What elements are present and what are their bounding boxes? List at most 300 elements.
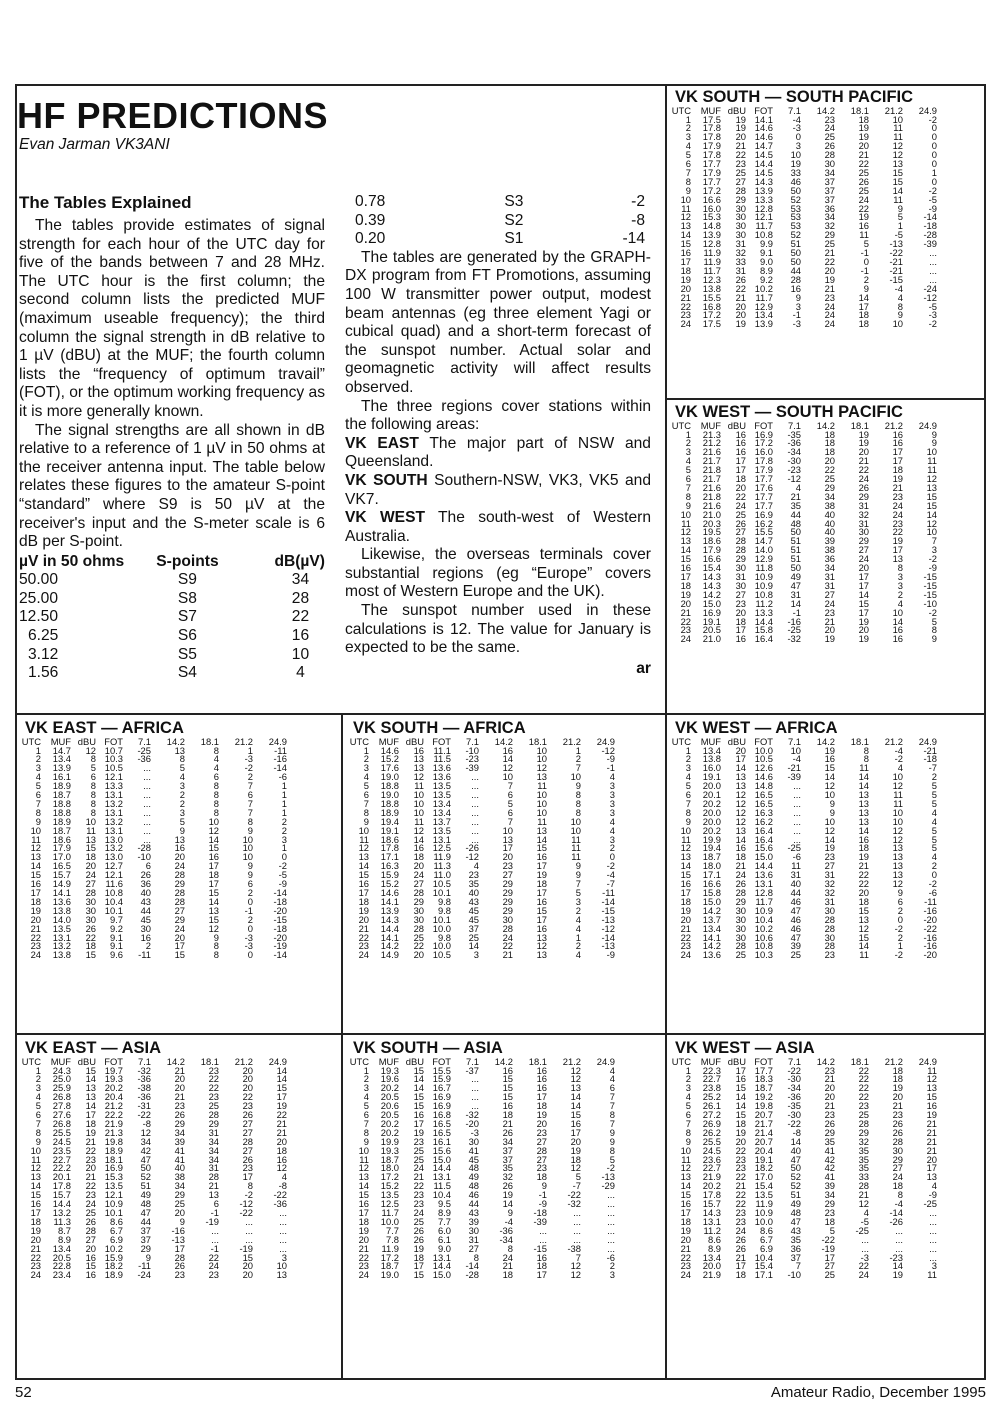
table-cell: 21.3 <box>702 430 721 440</box>
table-cell: 32 <box>858 510 869 520</box>
table-cell: 10 <box>570 773 581 783</box>
table-cell: 21.8 <box>702 492 721 502</box>
table-cell: 12 <box>140 1128 151 1138</box>
table-cell: -2 <box>928 880 937 889</box>
table-cell: 10 <box>892 608 903 618</box>
table-cell: 19 <box>824 746 835 756</box>
table-cell: 13.4 <box>52 755 71 765</box>
table-cell: 23 <box>502 862 513 872</box>
table-cell: -23 <box>889 1253 903 1263</box>
table-cell: 23 <box>824 293 835 303</box>
table-cell: 23.6 <box>702 1155 721 1165</box>
table-row <box>669 764 937 773</box>
table-cell: 10 <box>413 808 424 818</box>
table-cell: 20 <box>413 862 424 872</box>
table-cell: 18 <box>824 439 835 449</box>
table-cell: 18 <box>680 581 691 591</box>
column-header: dBU <box>727 106 746 116</box>
table-cell: ... <box>143 799 151 809</box>
table-cell: 16.0 <box>702 764 721 774</box>
table-cell: 1 <box>281 799 287 809</box>
table-cell: 16 <box>502 1066 513 1076</box>
table-cell: ... <box>793 835 801 845</box>
table-cell: 17 <box>892 448 903 458</box>
table-cell: 21 <box>892 1102 903 1112</box>
table-cell: 24 <box>824 599 835 609</box>
table-cell: ... <box>793 817 801 827</box>
table-cell: 24 <box>824 320 835 330</box>
table-cell: -14 <box>889 1209 903 1218</box>
table-row <box>669 240 937 249</box>
table-cell: -22 <box>273 1191 287 1201</box>
table-cell: 18 <box>536 1173 547 1183</box>
table-cell: 17 <box>680 258 691 267</box>
table-cell: 23 <box>413 1200 424 1209</box>
table-cell: 0 <box>931 142 937 152</box>
table-cell: -2 <box>928 115 937 125</box>
table-cell: 16.4 <box>754 635 773 645</box>
column-header: 14.2 <box>494 1057 513 1067</box>
table-cell: 5 <box>931 791 937 800</box>
table-row <box>347 871 615 880</box>
table-cell: 15 <box>242 1253 253 1263</box>
table-cell: -10 <box>137 853 151 863</box>
table-cell: 4 <box>363 1093 369 1103</box>
table-cell: 17.9 <box>52 844 71 854</box>
table-cell: 19.0 <box>380 791 399 800</box>
table-cell: 28 <box>824 924 835 934</box>
table-row <box>19 889 287 898</box>
table-cell: 27 <box>468 1244 479 1254</box>
table-cell: 15 <box>926 1093 937 1103</box>
table-cell: 20.7 <box>754 1111 773 1120</box>
table-cell: 10 <box>680 1146 691 1156</box>
table-cell: 10 <box>536 799 547 809</box>
table-cell: 21 <box>358 924 369 934</box>
table-cell: 27 <box>824 590 835 600</box>
table-cell: 18 <box>892 1066 903 1076</box>
table-cell: 30 <box>735 924 746 934</box>
table-cell: 6 <box>685 475 691 484</box>
table-cell: 8.6 <box>109 1217 123 1227</box>
table-cell: ... <box>929 249 937 258</box>
table-row <box>669 511 937 520</box>
table-cell: 9 <box>685 186 691 196</box>
table-cell: 12 <box>208 826 219 836</box>
table-cell: -36 <box>787 439 801 449</box>
table-cell: -15 <box>601 906 615 916</box>
table-cell: 4 <box>281 1173 287 1183</box>
table-cell: -12 <box>923 293 937 303</box>
table-cell: 6.9 <box>759 1244 773 1254</box>
table-cell: -9 <box>606 951 615 961</box>
table-cell: 8 <box>897 302 903 312</box>
table-cell: 16.0 <box>702 204 721 214</box>
table-cell: 13.8 <box>52 906 71 916</box>
table-cell: 48 <box>790 519 801 529</box>
table-cell: ... <box>929 275 937 285</box>
table-cell: 12 <box>892 142 903 152</box>
table-cell: 22 <box>824 466 835 476</box>
table-cell: 29 <box>858 537 869 547</box>
table-cell: 20 <box>413 951 424 961</box>
table-row <box>347 1164 615 1173</box>
table-cell: ... <box>929 266 937 276</box>
table-cell: 17 <box>208 880 219 889</box>
table-cell: 3 <box>473 951 479 961</box>
table-row <box>347 1093 615 1102</box>
table-cell: 17 <box>536 862 547 872</box>
table-cell: 50 <box>790 258 801 267</box>
table-row <box>19 1209 287 1218</box>
table-row <box>19 1075 287 1084</box>
table-cell: 3 <box>685 448 691 458</box>
table-title: VK WEST — ASIA <box>675 1039 815 1057</box>
table-cell: 17 <box>735 1066 746 1076</box>
table-cell: -39 <box>787 773 801 783</box>
table-row <box>19 907 287 916</box>
table-cell: 39 <box>468 1217 479 1227</box>
table-cell: 30 <box>858 528 869 538</box>
table-row <box>19 1200 287 1209</box>
table-cell: 11 <box>893 791 903 800</box>
table-cell: 10.4 <box>754 915 773 925</box>
table-cell: 12.8 <box>754 204 773 214</box>
table-cell: 14.4 <box>380 924 399 934</box>
table-cell: 16 <box>536 924 547 934</box>
table-cell: ... <box>573 1217 581 1227</box>
table-cell: 17.1 <box>754 1271 773 1281</box>
table-cell: -1 <box>606 764 615 774</box>
table-cell: 20 <box>824 1093 835 1103</box>
table-cell: 11 <box>571 835 581 845</box>
table-cell: 20 <box>174 933 185 943</box>
table-cell: 5 <box>685 151 691 161</box>
table-cell: 39 <box>824 537 835 547</box>
table-cell: 8 <box>685 177 691 187</box>
table-cell: 13 <box>536 951 547 961</box>
table-cell: 16.5 <box>432 1128 451 1138</box>
table-cell: 18.6 <box>380 835 399 845</box>
table-cell: -28 <box>465 1271 479 1281</box>
table-cell: ... <box>471 791 479 800</box>
table-cell: 26 <box>858 483 869 493</box>
table-cell: 18.1 <box>104 1155 123 1165</box>
table-row <box>347 844 615 853</box>
table-cell: 15.6 <box>754 844 773 854</box>
table-cell: 21.4 <box>754 1128 773 1138</box>
table-cell: 44 <box>468 1200 479 1209</box>
table-cell: 8 <box>609 1111 615 1120</box>
spoint-s: S8 <box>177 589 197 607</box>
table-title: VK SOUTH — AFRICA <box>353 719 526 737</box>
table-cell: 30 <box>413 915 424 925</box>
table-cell: 26 <box>242 1111 253 1120</box>
table-cell: -15 <box>889 275 903 285</box>
table-cell: 19.1 <box>380 826 399 836</box>
table-cell: 27 <box>824 1262 835 1272</box>
table-cell: 16 <box>892 430 903 440</box>
table-cell: 29 <box>502 906 513 916</box>
table-cell: 30 <box>735 564 746 573</box>
table-cell: 20 <box>276 1137 287 1147</box>
table-cell: 16 <box>824 755 835 765</box>
table-row <box>669 755 937 764</box>
table-cell: 24 <box>413 1209 424 1218</box>
table-cell: 27 <box>413 880 424 889</box>
table-row <box>669 1084 937 1093</box>
table-cell: 15 <box>570 1111 581 1120</box>
table-cell: 22 <box>680 1253 691 1263</box>
table-cell: 0 <box>247 924 253 934</box>
table-cell: 21.7 <box>702 457 721 467</box>
table-cell: 13.9 <box>702 231 721 241</box>
table-cell: 25 <box>735 168 746 178</box>
table-cell: 25 <box>858 168 869 178</box>
table-cell: 15.5 <box>432 1066 451 1076</box>
table-cell: 31 <box>824 897 835 907</box>
table-cell: 14 <box>735 1093 746 1103</box>
table-cell: 16 <box>85 1271 96 1281</box>
table-cell: ... <box>895 1235 903 1245</box>
table-cell: 21 <box>30 1244 41 1254</box>
table-cell: 24 <box>680 635 691 645</box>
table-cell: 35 <box>824 1137 835 1147</box>
prediction-grid <box>19 1057 287 1280</box>
table-cell: 51 <box>140 1182 151 1192</box>
table-cell: 21 <box>85 1173 96 1183</box>
table-row <box>669 1209 937 1218</box>
table-cell: 15.5 <box>754 528 773 538</box>
table-cell: 49 <box>468 1173 479 1183</box>
table-row <box>347 773 615 782</box>
table-cell: 0 <box>931 133 937 143</box>
table-cell: 23 <box>208 1093 219 1103</box>
column-header: 7.1 <box>787 106 801 116</box>
table-cell: 13.2 <box>52 942 71 952</box>
table-cell: 1 <box>281 782 287 792</box>
table-cell: 22 <box>208 1084 219 1094</box>
table-cell: 16 <box>858 835 869 845</box>
table-cell: -11 <box>924 897 937 907</box>
table-cell: 21 <box>926 1146 937 1156</box>
table-cell: 16.1 <box>52 773 71 783</box>
table-cell: 47 <box>140 1155 151 1165</box>
table-cell: 4 <box>213 764 219 774</box>
table-cell: ... <box>607 1235 615 1245</box>
table-row <box>347 907 615 916</box>
table-row <box>669 844 937 853</box>
table-cell: 13.2 <box>104 817 123 827</box>
table-cell: 14.8 <box>702 222 721 232</box>
table-cell: 27 <box>735 528 746 538</box>
table-cell: 37 <box>824 177 835 187</box>
table-cell: 17.8 <box>702 133 721 143</box>
table-row <box>669 1147 937 1156</box>
table-cell: 8 <box>90 791 96 800</box>
table-cell: 20 <box>174 1075 185 1085</box>
table-cell: -4 <box>606 871 615 881</box>
table-row <box>19 871 287 880</box>
table-cell: 3 <box>35 1084 41 1094</box>
table-cell: 18.2 <box>104 1262 123 1272</box>
table-cell: 17 <box>174 942 185 952</box>
table-row <box>347 1120 615 1129</box>
table-cell: 25 <box>858 186 869 196</box>
prediction-grid <box>669 106 937 329</box>
table-cell: 31 <box>858 501 869 511</box>
table-cell: 13 <box>735 782 746 792</box>
table-row <box>19 782 287 791</box>
table-cell: 15 <box>892 168 903 178</box>
table-cell: 13 <box>892 555 903 565</box>
table-cell: 23 <box>413 1191 424 1201</box>
table-cell: 19 <box>892 537 903 547</box>
table-cell: 17.5 <box>702 320 721 330</box>
table-cell: 49 <box>140 1191 151 1201</box>
table-cell: 2 <box>247 915 253 925</box>
region-label: VK SOUTH <box>345 471 428 489</box>
table-cell: 11 <box>86 826 96 836</box>
table-cell: ... <box>929 1244 937 1254</box>
table-cell: 8 <box>35 808 41 818</box>
table-cell: 37 <box>824 186 835 196</box>
table-cell: 7 <box>575 764 581 774</box>
table-cell: 13.7 <box>702 915 721 925</box>
table-cell: 9.0 <box>759 258 773 267</box>
table-cell: 19 <box>824 635 835 645</box>
table-cell: 30 <box>735 933 746 943</box>
table-cell: -3 <box>792 124 801 134</box>
table-vk-west-africa <box>669 720 979 960</box>
column-header: 21.2 <box>884 737 903 747</box>
spoint-s: S5 <box>177 645 197 663</box>
table-cell: 17 <box>536 915 547 925</box>
spoint-row <box>19 608 325 627</box>
table-row <box>19 916 287 925</box>
table-cell: 21 <box>790 492 801 502</box>
table-cell: 22 <box>276 1111 287 1120</box>
table-cell: 13 <box>358 853 369 863</box>
table-cell: ... <box>929 1217 937 1227</box>
table-cell: 6 <box>685 791 691 800</box>
table-cell: 4 <box>897 293 903 303</box>
table-cell: 7 <box>685 483 691 493</box>
table-cell: 11 <box>927 1066 937 1076</box>
table-cell: 25 <box>413 1155 424 1165</box>
table-cell: 13.6 <box>52 897 71 907</box>
table-row <box>669 1227 937 1236</box>
table-cell: 13.3 <box>754 195 773 205</box>
table-cell: 12 <box>413 773 424 783</box>
table-cell: 34 <box>208 1146 219 1156</box>
table-cell: 7 <box>247 799 253 809</box>
table-cell: 13 <box>85 835 96 845</box>
table-cell: 26.9 <box>702 1119 721 1129</box>
table-cell: 18.7 <box>52 826 71 836</box>
table-cell: 20.5 <box>52 1253 71 1263</box>
table-cell: 24.3 <box>52 1066 71 1076</box>
table-cell: 34 <box>174 1128 185 1138</box>
table-cell: 22 <box>858 880 869 889</box>
table-title: VK WEST — AFRICA <box>675 719 838 737</box>
table-cell: 25.5 <box>702 1137 721 1147</box>
column-header: 18.1 <box>528 1057 547 1067</box>
table-cell: 12 <box>892 151 903 161</box>
table-cell: 15.8 <box>754 626 773 636</box>
table-row <box>669 457 937 466</box>
table-cell: 24 <box>735 1226 746 1236</box>
table-cell: 31 <box>208 1164 219 1174</box>
table-cell: 5 <box>685 1102 691 1112</box>
table-cell: 23 <box>208 1066 219 1076</box>
table-cell: 24 <box>892 1173 903 1183</box>
table-cell: ... <box>929 1253 937 1263</box>
table-cell: 28 <box>85 1226 96 1236</box>
table-cell: 26 <box>735 519 746 529</box>
table-cell: 5 <box>685 782 691 792</box>
table-cell: 45 <box>468 906 479 916</box>
table-cell: 13 <box>926 483 937 493</box>
table-cell: 22 <box>735 284 746 294</box>
table-cell: 2 <box>281 826 287 836</box>
table-cell: 27.2 <box>702 1111 721 1120</box>
table-cell: 10.3 <box>754 951 773 961</box>
table-cell: 28 <box>735 942 746 952</box>
table-cell: 16.7 <box>432 1084 451 1094</box>
table-cell: 20.0 <box>702 817 721 827</box>
table-title: VK SOUTH — SOUTH PACIFIC <box>675 88 914 106</box>
spoint-header-uv: µV in 50 ohms <box>19 552 125 570</box>
table-cell: 3 <box>897 573 903 582</box>
table-cell: 12 <box>858 1200 869 1209</box>
table-cell: 20 <box>735 483 746 493</box>
table-cell: 28 <box>536 1146 547 1156</box>
table-cell: -3 <box>792 320 801 330</box>
table-cell: 17.8 <box>702 124 721 134</box>
table-cell: 4 <box>35 1093 41 1103</box>
table-cell: 4 <box>897 599 903 609</box>
table-cell: 20.2 <box>702 799 721 809</box>
table-cell: 6 <box>363 1111 369 1120</box>
table-cell: 13 <box>536 773 547 783</box>
table-cell: 1 <box>685 1066 691 1076</box>
table-row <box>347 862 615 871</box>
table-cell: 12 <box>680 844 691 854</box>
table-cell: 5 <box>931 617 937 627</box>
table-cell: 18.8 <box>380 799 399 809</box>
table-cell: 10 <box>413 799 424 809</box>
table-cell: 27 <box>735 177 746 187</box>
table-cell: -34 <box>787 1084 801 1094</box>
spoint-uv: 0.39 <box>355 211 386 229</box>
table-cell: 28 <box>735 546 746 556</box>
table-cell: 20.2 <box>380 1119 399 1129</box>
table-cell: -14 <box>601 933 615 943</box>
table-cell: 30 <box>502 915 513 925</box>
table-cell: 16 <box>358 880 369 889</box>
column-header: 14.2 <box>494 737 513 747</box>
table-cell: 8 <box>363 1128 369 1138</box>
table-cell: -12 <box>239 1200 253 1209</box>
table-cell: 13.5 <box>432 782 451 792</box>
table-cell: 43 <box>468 1209 479 1218</box>
table-cell: 13 <box>892 871 903 881</box>
table-cell: 4 <box>931 808 937 818</box>
table-cell: 20 <box>30 1235 41 1245</box>
table-cell: 2 <box>685 1075 691 1085</box>
table-row <box>19 800 287 809</box>
